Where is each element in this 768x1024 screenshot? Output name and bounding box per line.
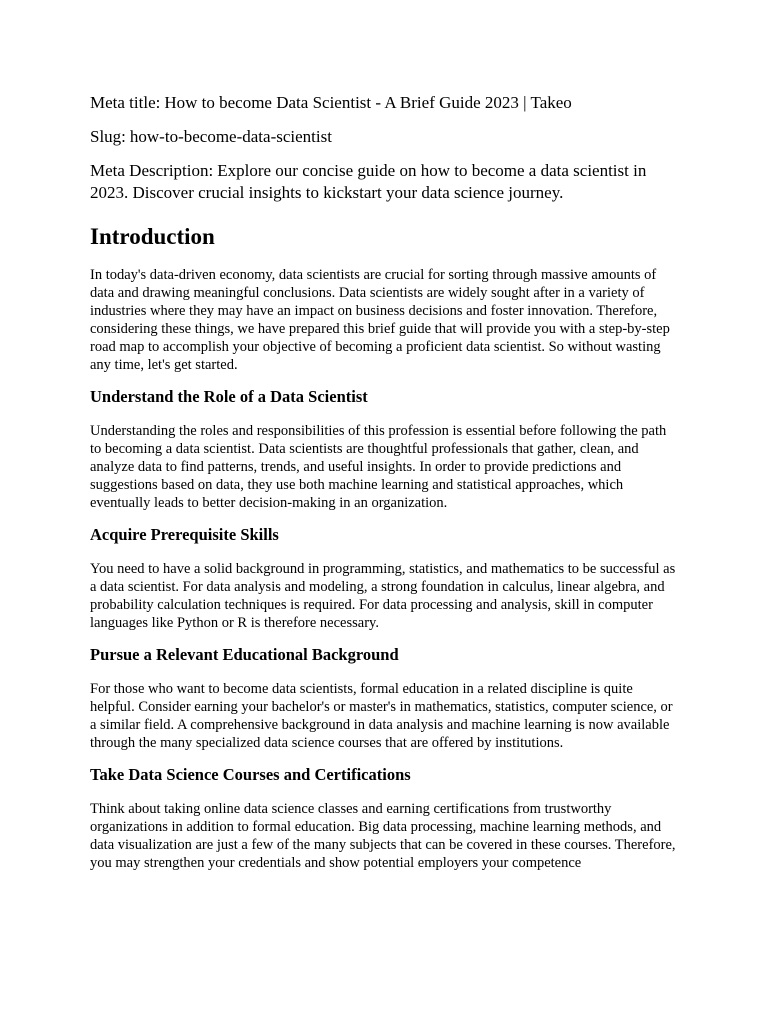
section-paragraph-education: For those who want to become data scientists, formal education in a related discipline is quite helpful. Consider earning your bachelor's or master's in mathematics, statistics, computer science, or a similar field. A comprehensive background in data analysis and machine learning is now available through the many specialized data science courses that are offered by institutions. [90, 681, 673, 751]
meta-description-label: Meta Description: [90, 161, 214, 180]
meta-title-value: How to become Data Scientist - A Brief Guide 2023 | Takeo [164, 93, 572, 112]
section-paragraph-role: Understanding the roles and responsibilities of this profession is essential before following the path to becoming a data scientist. Data scientists are thoughtful professionals that gather, clean, and analyze data to find patterns, trends, and useful insights. In order to provide predictions and suggestions based on data, they use both machine learning and statistical approaches, which eventually leads to better decision-making in an organization. [90, 423, 667, 511]
section-paragraph-skills: You need to have a solid background in programming, statistics, and mathematics to be successful as a data scientist. For data analysis and modeling, a strong foundation in calculus, linear algebra, and probability calculation techniques is required. For data processing and analysis, skill in computer languages like Python or R is therefore necessary. [90, 561, 676, 631]
section-paragraph-courses: Think about taking online data science classes and earning certifications from trustworthy organizations in addition to formal education. Big data processing, machine learning methods, and data visualization are just a few of the many subjects that can be covered in these courses. Therefore, you may strengthen your credentials and show potential employers your competence [90, 801, 676, 871]
slug-value: how-to-become-data-scientist [129, 127, 332, 146]
slug-label: Slug: [90, 127, 126, 146]
section-heading-role: Understand the Role of a Data Scientist [90, 387, 368, 406]
meta-title-label: Meta title: [90, 93, 161, 112]
meta-title-line [90, 92, 680, 114]
section-heading-education: Pursue a Relevant Educational Background [90, 645, 399, 664]
meta-description-value: Explore our concise guide on how to become a data scientist in 2023. Discover crucial insights to kickstart your data science journey. [90, 161, 647, 202]
introduction-paragraph: In today's data-driven economy, data scientists are crucial for sorting through massive amounts of data and drawing meaningful conclusions. Data scientists are widely sought after in a variety of industries where they may have an impact on business decisions and foster innovation. Therefore, considering these things, we have prepared this brief guide that will provide you with a step-by-step road map to accomplish your objective of becoming a proficient data scientist. So without wasting any time, let's get started. [90, 267, 670, 373]
section-heading-skills: Acquire Prerequisite Skills [90, 525, 279, 544]
section-heading-courses: Take Data Science Courses and Certifications [90, 765, 411, 784]
introduction-heading: Introduction [90, 224, 215, 249]
slug-line [90, 126, 680, 148]
document-content [90, 92, 680, 878]
meta-description-line [90, 160, 680, 204]
